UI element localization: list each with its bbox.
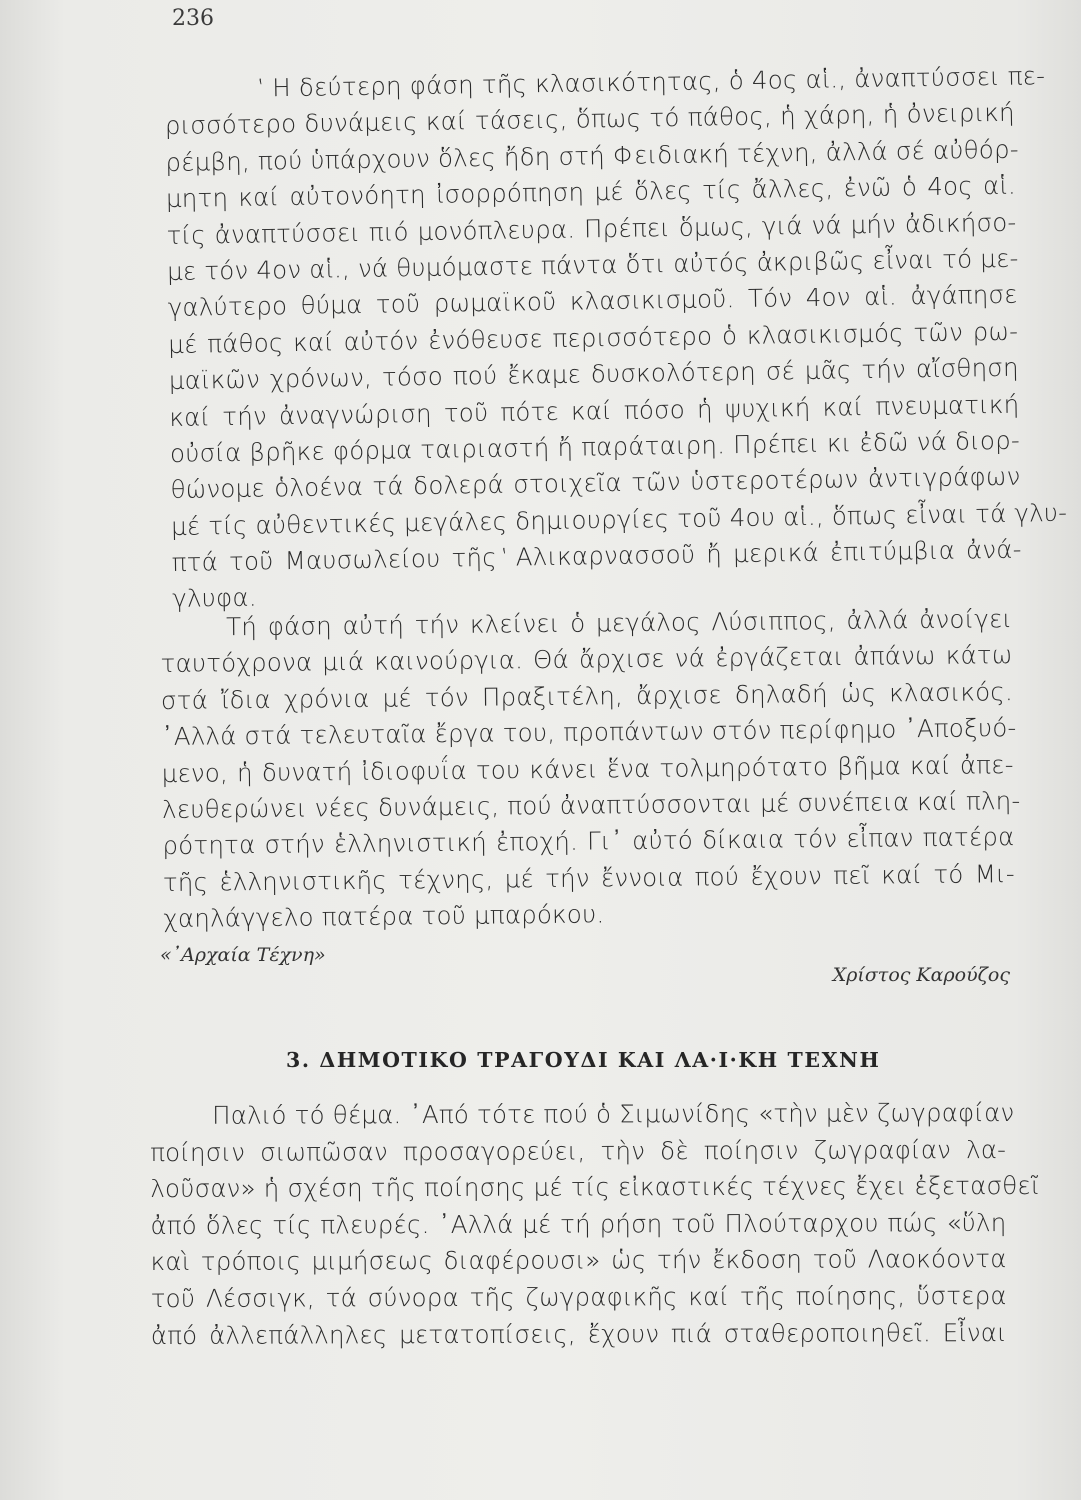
text-line: πτά τοῦ Μαυσωλείου τῆς ‛Αλικαρνασσοῦ ἤ μερικά ἐπιτύμβια ἀνά- (171, 534, 1022, 578)
text-line: λοῦσαν» ἡ σχέση τῆς ποίησης μέ τίς εἰκαστικές τέχνες ἔχει ἐξετασθεῖ (150, 1171, 1040, 1204)
text-line: ρέμβη, πού ὑπάρχουν ὅλες ἤδη στή Φειδιακή τέχνη, ἀλλά σέ αὐθόρ- (165, 134, 1019, 177)
text-line: ‛Η δεύτερη φάση τῆς κλασικότητας, ὁ 4ος αἱ., ἀναπτύσσει πε- (264, 61, 1046, 103)
paragraph-3 (150, 1095, 1040, 1354)
text-line: ρισσότερο δυνάμεις καί τάσεις, ὅπως τό πάθος, ἡ χάρη, ἡ ὀνειρική (164, 98, 1015, 141)
text-line: μενο, ἡ δυνατή ἰδιοφυΐα του κάνει ἕνα τολμηρότατο βῆμα καί ἀπε- (161, 749, 1014, 788)
text-line: Τή φάση αὐτή τήν κλείνει ὁ μεγάλος Λύσιππος, ἀλλά ἀνοίγει (226, 604, 1013, 642)
text-line: τίς ἀναπτύσσει πιό μονόπλευρα. Πρέπει ὅμως, γιά νά μήν ἀδικήσο- (166, 207, 1017, 250)
paragraph-2 (160, 601, 1021, 937)
text-line: μητη καί αὐτονόητη ἰσορρόπηση μέ ὅλες τίς ἄλλες, ἐνῶ ὁ 4ος αἱ. (165, 170, 1017, 214)
text-line: ποίησιν σιωπῶσαν προσαγορεύει, τὴν δὲ ποίησιν ζωγραφίαν λα- (150, 1134, 1007, 1167)
text-line: ἀπό ἀλλεπάλληλες μετατοπίσεις, ἔχουν πιά σταθεροποιηθεῖ. Εἶναι (150, 1317, 1007, 1350)
text-line: γαλύτερο θύμα τοῦ ρωμαϊκοῦ κλασικισμοῦ. Τόν 4ον αἱ. ἀγάπησε (167, 279, 1018, 323)
text-line: οὐσία βρῆκε φόρμα ταιριαστή ἤ παράταιρη. Πρέπει κι ἐδῶ νά διορ- (169, 425, 1021, 468)
section-heading: 3. ΔΗΜΟΤΙΚΟ ΤΡΑΓΟΥΔΙ ΚΑΙ ΛΑ·Ι·ΚΗ ΤΕΧΝΗ (286, 1048, 881, 1072)
citation (160, 944, 1010, 984)
paragraph-1 (164, 59, 1068, 618)
text-line: στά ἴδια χρόνια μέ τόν Πραξιτέλη, ἄρχισε δηλαδή ὡς κλασικός. (160, 676, 1014, 715)
text-line: Παλιό τό θέμα. ᾽Από τότε πού ὁ Σιμωνίδης «τὴν μὲν ζωγραφίαν (212, 1097, 1015, 1130)
text-line: θώνομε ὁλοένα τά δολερά στοιχεῖα τῶν ὑστεροτέρων ἀντιγράφων (170, 461, 1021, 505)
text-line: λευθερώνει νέες δυνάμεις, πού ἀναπτύσσονται μέ συνέπεια καί πλη- (161, 785, 1021, 824)
text-line: ἀπό ὅλες τίς πλευρές. ᾽Αλλά μέ τή ρήση τοῦ Πλούταρχου πώς «ὕλη (150, 1207, 1007, 1240)
text-line: ταυτόχρονα μιά καινούργια. Θά ἄρχισε νά ἐργάζεται ἀπάνω κάτω (160, 640, 1013, 679)
text-line: με τόν 4ον αἱ., νά θυμόμαστε πάντα ὅτι αὐτός ἀκριβῶς εἶναι τό με- (166, 243, 1019, 286)
text-line: μαϊκῶν χρόνων, τόσο πού ἔκαμε δυσκολότερη σέ μᾶς τήν αἴσθηση (168, 352, 1019, 396)
author-name: Χρίστος Καρούζος (832, 964, 1010, 986)
text-line: ᾽Αλλά στά τελευταῖα ἔργα του, προπάντων στόν περίφημο ᾽Αποξυό- (161, 713, 1017, 752)
text-line: καὶ τρόποις μιμήσεως διαφέρουσι» ὡς τήν ἔκδοση τοῦ Λαοκόοντα (150, 1244, 1007, 1277)
source-title: «᾽Αρχαία Τέχνη» (160, 944, 326, 966)
text-line: γλυφα. (172, 583, 257, 614)
text-line: ρότητα στήν ἑλληνιστική ἐποχή. Γι᾽ αὐτό δίκαια τόν εἶπαν πατέρα (162, 822, 1015, 861)
text-line: τῆς ἑλληνιστικῆς τέχνης, μέ τήν ἔννοια πού ἔχουν πεῖ καί τό Μι- (162, 858, 1015, 897)
text-line: χαηλάγγελο πατέρα τοῦ μπαρόκου. (163, 899, 605, 934)
text-line: καί τήν ἀναγνώριση τοῦ πότε καί πόσο ἡ ψυχική καί πνευματική (169, 389, 1020, 432)
text-line: μέ τίς αὐθεντικές μεγάλες δημιουργίες τοῦ 4ου αἱ., ὅπως εἶναι τά γλυ- (170, 497, 1068, 541)
page-number: 236 (172, 6, 214, 31)
text-line: μέ πάθος καί αὐτόν ἐνόθευσε περισσότερο ὁ κλασικισμός τῶν ρω- (168, 316, 1019, 359)
text-line: τοῦ Λέσσιγκ, τά σύνορα τῆς ζωγραφικῆς καί τῆς ποίησης, ὕστερα (150, 1280, 1007, 1313)
